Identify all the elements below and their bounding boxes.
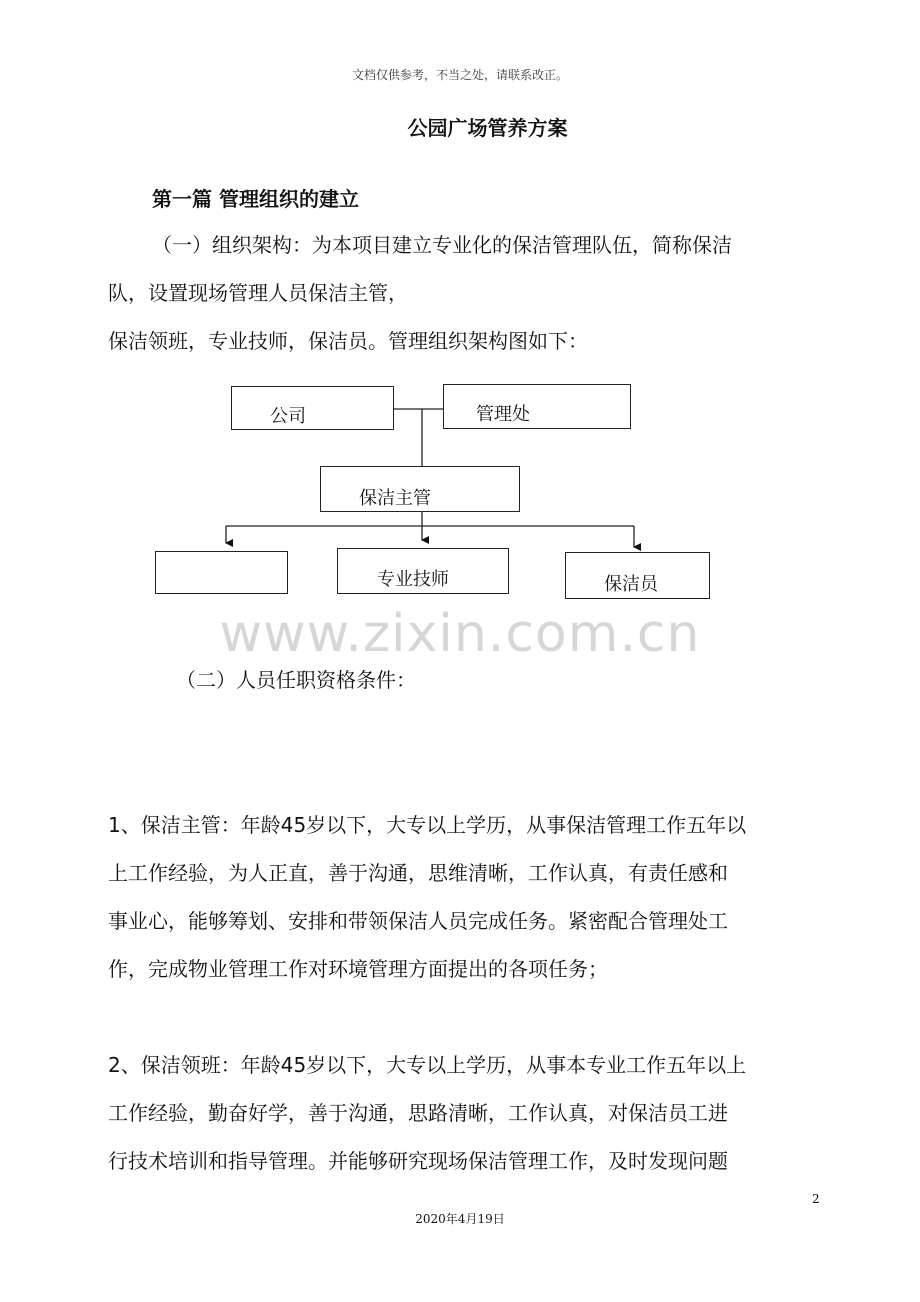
item2-line-1: 2、保洁领班：年龄45岁以下，大专以上学历，从事本专业工作五年以上 [108,1053,747,1077]
org-label-cleaner: 保洁员 [604,574,658,595]
item1-line-2: 上工作经验，为人正直，善于沟通，思维清晰，工作认真，有责任感和 [108,861,728,885]
footer-date: 2020年4月19日 [415,1212,505,1226]
org-label-supervisor: 保洁主管 [359,488,431,509]
chapter-heading: 第一篇 管理组织的建立 [152,187,359,211]
page-number: 2 [812,1192,820,1206]
org-chart-connectors [0,0,920,620]
watermark: www.zixin.com.cn [219,604,701,664]
item2-line-2: 工作经验，勤奋好学，善于沟通，思路清晰，工作认真，对保洁员工进 [108,1101,728,1125]
org-label-technician: 专业技师 [377,569,449,590]
org-label-company: 公司 [270,406,306,426]
item1-line-1: 1、保洁主管：年龄45岁以下，大专以上学历，从事保洁管理工作五年以 [108,813,747,837]
item1-line-4: 作，完成物业管理工作对环境管理方面提出的各项任务； [108,957,608,981]
org-box-company [231,386,394,430]
header-note: 文档仅供参考，不当之处，请联系改正。 [351,68,568,82]
item1-line-3: 事业心，能够筹划、安排和带领保洁人员完成任务。紧密配合管理处工 [108,909,728,933]
section2-heading: （二）人员任职资格条件： [176,668,416,692]
org-label-management-office: 管理处 [476,404,530,425]
item2-line-3: 行技术培训和指导管理。并能够研究现场保洁管理工作，及时发现问题 [108,1149,728,1173]
org-box-management-office [443,384,631,429]
document-title: 公园广场管养方案 [407,116,568,140]
org-box-team-leader [155,551,288,594]
section1-line-1: （一）组织架构：为本项目建立专业化的保洁管理队伍，简称保洁 [152,233,732,257]
section1-line-2: 队，设置现场管理人员保洁主管， [108,281,408,305]
section1-line-3: 保洁领班，专业技师，保洁员。管理组织架构图如下： [108,329,588,353]
